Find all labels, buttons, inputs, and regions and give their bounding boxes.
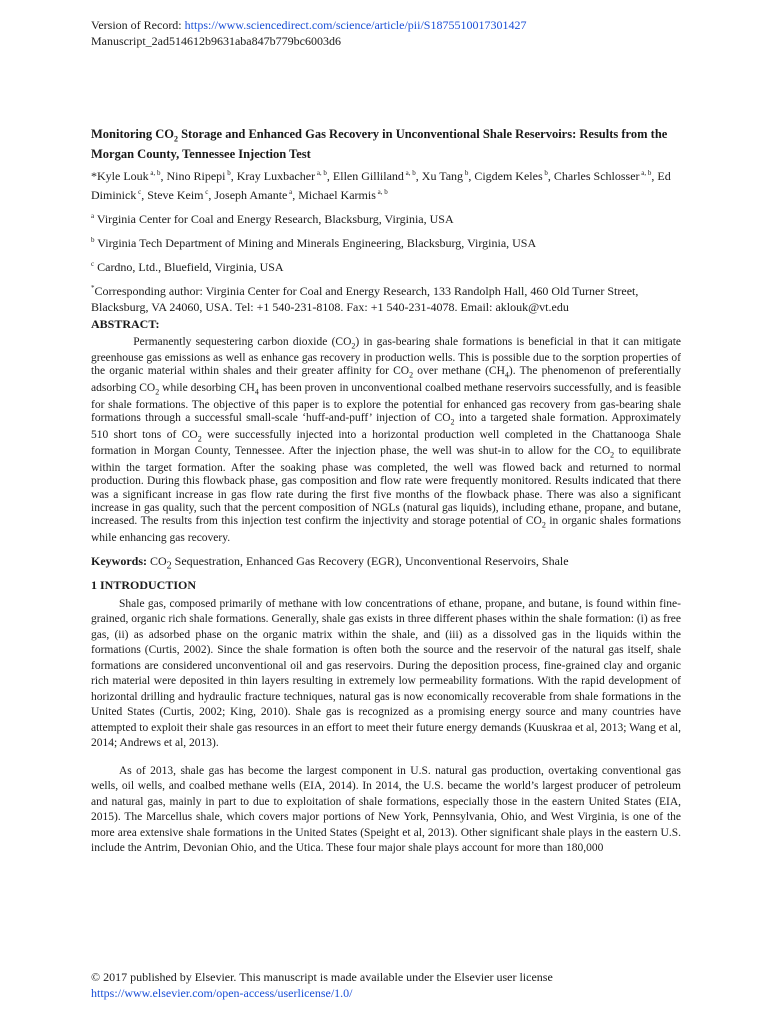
author-name: Michael Karmis [298, 187, 376, 202]
version-of-record-link[interactable]: https://www.sciencedirect.com/science/article/pii/S1875510017301427 [184, 18, 527, 32]
author-affiliation-mark: a [287, 187, 293, 196]
introduction-text [91, 597, 681, 857]
author-separator: , [547, 168, 554, 183]
author-name: Steve Keim [147, 187, 204, 202]
author-affiliation-mark: b [225, 168, 231, 177]
author-affiliation-mark: b [463, 168, 469, 177]
author-name: Ed Diminick [91, 168, 671, 202]
section-heading-introduction: 1 INTRODUCTION [91, 577, 197, 592]
keywords [91, 554, 681, 573]
keywords-label: Keywords: [91, 554, 147, 569]
paper-body [91, 127, 681, 869]
manuscript-id: Manuscript_2ad514612b9631aba847b779bc6003d6 [91, 34, 341, 48]
author-name: Joseph Amante [214, 187, 288, 202]
intro-paragraph: Shale gas, composed primarily of methane with low concentrations of ethane, propane, and butane, is found within fine-grained, organic rich shale formations. Generally, shale gas exists in three different phases within the shale formation: (i) as free gas, (ii) as adsorbed phase on the organic matrix within the shale, and (iii) as a dissolved gas in the liquids within the formations (Curtis, 2002). Since the shale formation is often both the source and the reservoir of the natural gas itself, shale formations are considered unconventional oil and gas reservoirs. During the deposition process, fine-grained clay and organic rich material were deposited in thin layers resulting in extremely low permeability formations. With the rapid development of horizontal drilling and hydraulic fracture techniques, natural gas is now economically recoverable from shale formations in the United States (Curtis, 2002; King, 2010). Shale gas is recognized as a promising energy source and many countries have attempted to exploit their shale gas resources in an effort to meet their future energy demands (Kuuskraa et al, 2013; Wang et al, 2014; Andrews et al, 2013). [91, 597, 681, 750]
author-name: *Kyle Louk [91, 168, 149, 183]
author-affiliation-mark: c [136, 187, 142, 196]
abstract-text-run: ) in gas-bearing shale formations is beneficial in that it can mitigate greenhouse gas emissions as well as enhance gas recovery in production wells. This is possible due to the sorption properties of the organic material within shales and their greater affinity for CO [91, 335, 681, 378]
chemical-subscript: 2 [351, 340, 356, 350]
author-separator: , [468, 168, 475, 183]
intro-paragraph: As of 2013, shale gas has become the largest component in U.S. natural gas production, overtaking conventional gas wells, oil wells, and coalbed methane wells (EIA, 2014). In 2014, the U.S. became the world’s largest producer of petroleum and natural gas, mainly in part to due to exploitation of shale formations, especially those in the eastern United States (EIA, 2015). The Marcellus shale, which covers major portions of New York, Pennsylvania, Ohio, and West Virginia, is one of the more area extensive shale formations in the United States (Speight et al, 2013). Other significant shale plays in the eastern U.S. include the Antrim, Devonian Ohio, and the Utica. These four major shale plays account for more than 180,000 [91, 764, 681, 855]
abstract-text-run: in organic shales formations while enhancing gas recovery. [91, 515, 681, 545]
author-affiliation-mark: a, b [639, 168, 652, 177]
chemical-subscript: 2 [197, 434, 202, 444]
affiliation [91, 256, 681, 275]
author-affiliation-mark: a, b [403, 168, 416, 177]
paper-title: Monitoring $CO_2$ Storage and Enhanced Gas Recovery in Unconventional Shale Reservoirs: Results from the Morgan County, Tennessee Injection Test [91, 127, 668, 161]
abstract-text-run: to equilibrate within the target formation. After the soaking phase was completed, the well was flowed back and returned to normal production. During this flowback phase, gas composition and flow rate were frequently monitored. Results indicated that there was a significant increase in gas flow rate during the first five months of the flowback phase. There was also a significant increase in gas quality, such that the percent composition of NGLs (natural gas liquids), including ethane, propane, and butane, increased. The results from this injection test confirm the injectivity and storage potential of CO [91, 445, 682, 528]
affiliation-mark: c [91, 259, 95, 268]
author-name: Cigdem Keles [474, 168, 543, 183]
abstract-text-run: over methane (CH [413, 365, 505, 378]
abstract-text [91, 336, 681, 546]
chemical-subscript: 2 [541, 520, 546, 530]
author-separator: , [160, 168, 167, 183]
abstract-text-run: Permanently sequestering carbon dioxide (CO [91, 335, 352, 348]
author-separator: , [326, 168, 333, 183]
author-name: Xu Tang [421, 168, 464, 183]
author-affiliation-mark: a, b [375, 187, 388, 196]
keywords-text-run: Sequestration, Enhanced Gas Recovery (EGR), Unconventional Reservoirs, Shale [171, 554, 569, 569]
abstract-text-run: were successfully injected into a horizontal production well completed in the Chattanooga Shale formation in Morgan County, Tennessee. After the injection phase, the well was shut-in to allow for the CO [91, 428, 681, 458]
page-header [91, 17, 526, 49]
abstract-text-run: into a targeted shale formation. Approximately 510 short tons of CO [91, 412, 681, 441]
affiliation-text: Virginia Center for Coal and Energy Research, Blacksburg, Virginia, USA [94, 211, 454, 226]
chemical-subscript: 2 [155, 387, 160, 397]
author-affiliation-mark: a, b [315, 168, 327, 177]
author-list [91, 165, 681, 203]
author-name: Nino Ripepi [166, 168, 226, 183]
affiliation-list [91, 208, 681, 275]
keywords-text-run: CO [147, 554, 167, 569]
author-affiliation-mark: b [542, 168, 548, 177]
version-label: Version of Record: [91, 18, 185, 32]
author-separator: , [208, 187, 215, 202]
chemical-subscript: 4 [254, 387, 259, 397]
version-of-record-line [91, 17, 526, 33]
copyright-notice: © 2017 published by Elsevier. This manuscript is made available under the Elsevier user license [91, 970, 553, 984]
affiliation [91, 208, 681, 227]
chemical-subscript: 4 [504, 370, 509, 380]
affiliation-mark: a [91, 211, 95, 220]
chemical-subscript: 2 [610, 450, 615, 460]
abstract-text-run: has been proven in unconventional coalbed methane reservoirs successfully, and is feasible for shale formations. The objective of this paper is to explore the potential for enhanced gas recovery from gas-bearing shale formations through a successful small-scale ‘huff-and-puff’ injection of CO [91, 382, 681, 425]
chemical-subscript: 2 [166, 560, 172, 572]
corresponding-author: *Corresponding author: Virginia Center for Coal and Energy Research, 133 Randolph Hall, 460 Old Turner Street, Blacksburg, VA 24060, USA. Tel: +1 540-231-8108. Fax: +1 540-231-4078. Email: aklouk@vt.edu [91, 283, 639, 314]
author-separator: , [292, 187, 299, 202]
author-name: Charles Schlosser [553, 168, 640, 183]
author-separator: , [141, 187, 148, 202]
license-link[interactable]: https://www.elsevier.com/open-access/userlicense/1.0/ [91, 986, 353, 1000]
affiliation-mark: b [91, 235, 95, 244]
abstract-heading: ABSTRACT: [91, 316, 160, 331]
chemical-subscript: 2 [450, 417, 455, 427]
author-name: Ellen Gilliland [332, 168, 404, 183]
author-affiliation-mark: a, b [148, 168, 161, 177]
affiliation-text: Virginia Tech Department of Mining and Minerals Engineering, Blacksburg, Virginia, USA [94, 235, 537, 250]
affiliation [91, 232, 681, 251]
author-separator: , [230, 168, 237, 183]
page-footer [91, 969, 553, 1001]
chemical-subscript: 2 [409, 370, 414, 380]
author-separator: , [415, 168, 422, 183]
affiliation-text: Cardno, Ltd., Bluefield, Virginia, USA [94, 259, 284, 274]
abstract-text-run: ). The phenomenon of preferentially adsorbing CO [91, 365, 681, 395]
author-name: Kray Luxbacher [236, 168, 316, 183]
author-separator: , [651, 168, 658, 183]
author-affiliation-mark: c [203, 187, 209, 196]
abstract-text-run: while desorbing CH [159, 382, 255, 395]
